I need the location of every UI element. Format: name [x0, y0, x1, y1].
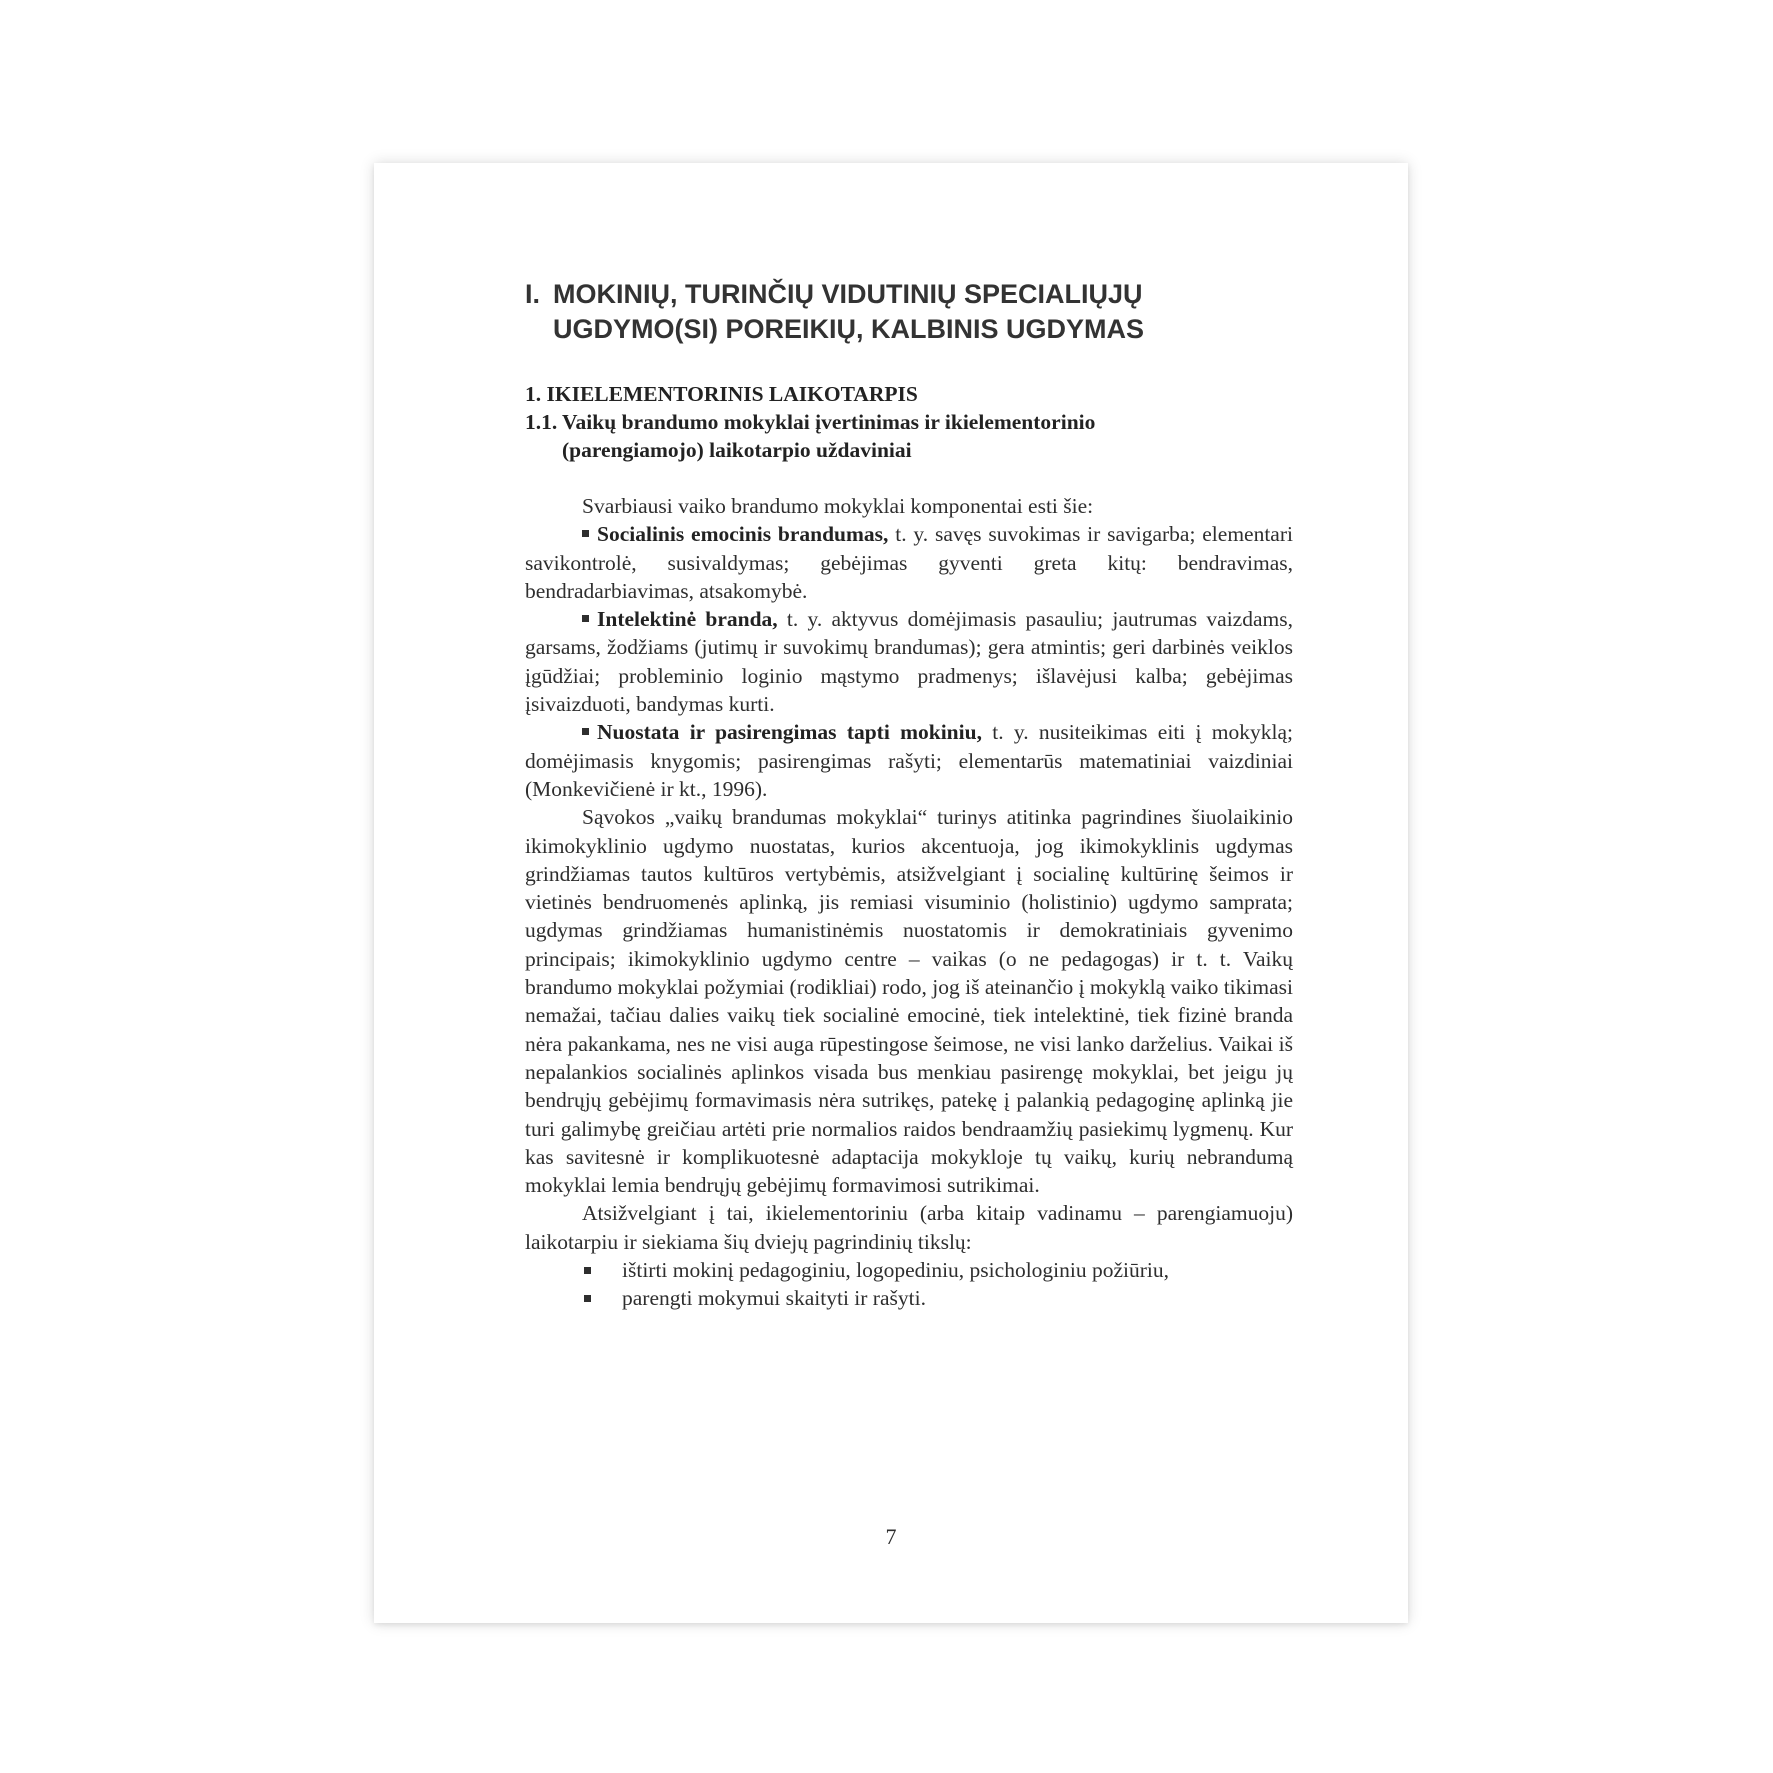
subsection-title-text — [562, 408, 1095, 464]
list-item — [525, 1256, 1293, 1284]
intro-paragraph: Svarbiausi vaiko brandumo mokyklai komponentai esti šie: — [582, 494, 1094, 518]
subsection-title-line: Vaikų brandumo mokyklai įvertinimas ir ikielementorinio — [562, 410, 1096, 434]
bullet-paragraph — [525, 605, 1293, 718]
bullet-term: Intelektinė branda, — [597, 607, 778, 632]
page-number: 7 — [885, 1524, 897, 1549]
square-bullet-icon — [582, 615, 589, 622]
square-bullet-icon — [584, 1295, 591, 1302]
square-bullet-icon — [584, 1267, 591, 1274]
body-paragraph: Atsižvelgiant į tai, ikielementoriniu (arba kitaip vadinamu – parengiamuoju) laikotarpiu ir siekiama šių dviejų pagrindinių tikslų: — [525, 1201, 1293, 1254]
book-page — [374, 163, 1408, 1623]
bullet-text: t. y. savęs suvokimas ir savigarba; elementari savikontrolė, susivaldymas; gebėjimas gyventi greta kitų: bendravimas, bendradarbiavimas, atsakomybė. — [525, 522, 1293, 603]
body-text — [525, 492, 1293, 1313]
subsection-title — [525, 408, 1293, 464]
chapter-title — [525, 277, 1293, 347]
bullet-text: t. y. nusiteikimas eiti į mokyklą; domėjimasis knygomis; pasirengimas rašyti; elementarūs matematiniai vaizdiniai (Monkevičienė ir kt., 1996). — [525, 720, 1293, 801]
bullet-paragraph — [525, 520, 1293, 605]
bullet-term: Socialinis emocinis brandumas, — [597, 522, 889, 547]
list-item-text: parengti mokymui skaityti ir rašyti. — [622, 1286, 926, 1311]
bullet-term: Nuostata ir pasirengimas tapti mokiniu, — [597, 720, 982, 745]
chapter-title-line: MOKINIŲ, TURINČIŲ VIDUTINIŲ SPECIALIŲJŲ — [553, 279, 1143, 309]
chapter-title-line: UGDYMO(SI) POREIKIŲ, KALBINIS UGDYMAS — [553, 314, 1145, 344]
square-bullet-icon — [582, 728, 589, 735]
section-title: 1. IKIELEMENTORINIS LAIKOTARPIS — [525, 382, 918, 406]
bullet-text: t. y. aktyvus domėjimasis pasauliu; jautrumas vaizdams, garsams, žodžiams (jutimų ir suvokimų brandumas); gera atmintis; geri darbinės veiklos įgūdžiai; probleminio loginio mąstymo pradmenys; išlavėjusi kalba; gebėjimas įsivaizduoti, bandymas kurti. — [525, 607, 1293, 717]
bullet-paragraph — [525, 718, 1293, 803]
list-item-text: ištirti mokinį pedagoginiu, logopediniu, psichologiniu požiūriu, — [622, 1258, 1170, 1283]
square-bullet-icon — [582, 530, 589, 537]
chapter-title-text — [553, 277, 1144, 347]
subsection-title-line: (parengiamojo) laikotarpio uždaviniai — [562, 438, 912, 462]
page-content — [525, 277, 1293, 1313]
subsection-number: 1.1. — [525, 410, 558, 434]
chapter-number: I. — [525, 279, 541, 309]
body-paragraph: Sąvokos „vaikų brandumas mokyklai“ turinys atitinka pagrindines šiuolaikinio ikimokyklinio ugdymo nuostatas, kurios akcentuoja, jog ikimokyklinis ugdymas grindžiamas tautos kultūros vertybėmis, atsižvelgiant į socialinę kultūrinę šeimos ir vietinės bendruomenės aplinką, jis remiasi visuminio (holistinio) ugdymo samprata; ugdymas grindžiamas humanistinėmis nuostatomis ir demokratiniais gyvenimo principais; ikimokyklinio ugdymo centre – vaikas (o ne pedagogas) ir t. t. Vaikų brandumo mokyklai požymiai (rodikliai) rodo, jog iš ateinančio į mokyklą vaiko tikimasi nemažai, tačiau dalies vaikų tiek socialinė emocinė, tiek intelektinė, tiek fizinė branda nėra pakankama, nes ne visi auga rūpestingose šeimose, ne visi lanko darželius. Vaikai iš nepalankios socialinės aplinkos visada bus menkiau pasirengę mokyklai, bet jeigu jų bendrųjų gebėjimų formavimasis nėra sutrikęs, patekę į palankią pedagoginę aplinką jie turi galimybę greičiau artėti prie normalios raidos bendraamžių pasiekimų lygmenų. Kur kas savitesnė ir komplikuotesnė adaptacija mokykloje tų vaikų, kurių nebrandumą mokyklai lemia bendrųjų gebėjimų formavimosi sutrikimai. — [525, 805, 1293, 1198]
list-item — [525, 1284, 1293, 1312]
